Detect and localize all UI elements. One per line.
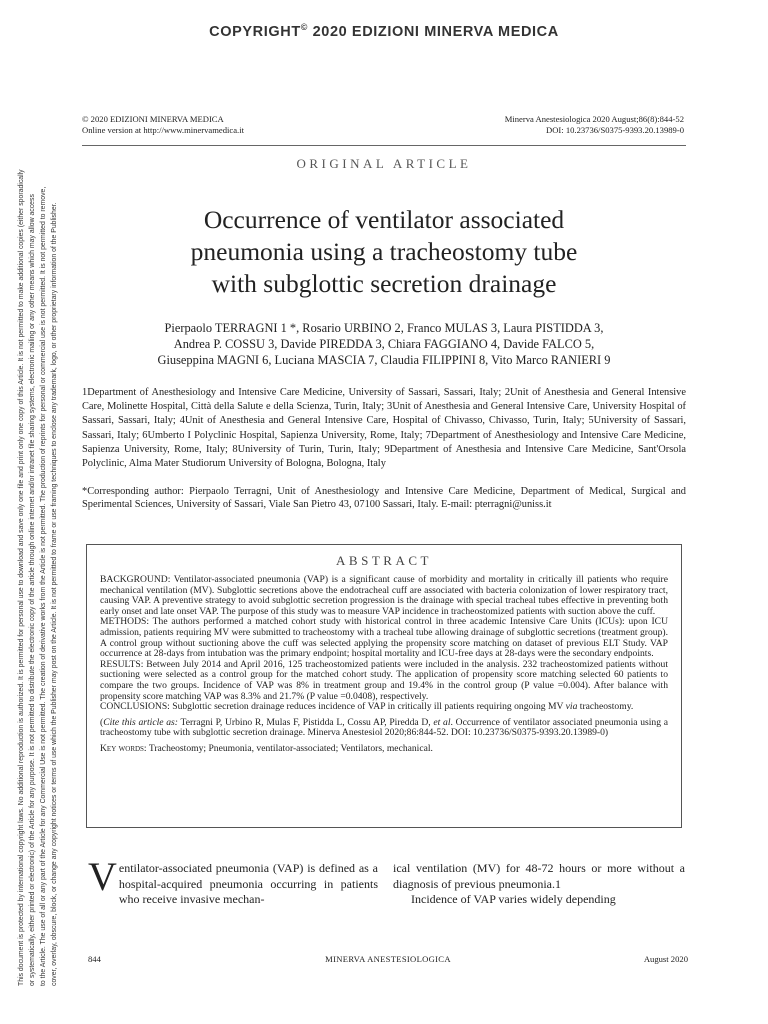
copyright-symbol: © bbox=[300, 22, 309, 32]
drop-cap: V bbox=[88, 854, 117, 899]
abstract-background: BACKGROUND: Ventilator-associated pneumonia (VAP) is a significant cause of morbidity and mortality in critically ill patients who require mechanical ventilation (MV). Subglottic secretions above the endotracheal cuff are associated with bacteria colonization of lower respiratory tract, causing VAP. A preventive strategy to avoid subglottic secretion progression is the drainage with special tracheal tubes effective in preventing both early onset and late onset VAP. The purpose of this study was to measure VAP incidence in tracheostomized patients with suction above the cuff. bbox=[100, 574, 668, 617]
authors-line: Giuseppina MAGNI 6, Luciana MASCIA 7, Claudia FILIPPINI 8, Vito Marco RANIERI 9 bbox=[157, 353, 611, 367]
abstract-body bbox=[100, 575, 668, 755]
side-notice-line: This document is protected by international copyright laws. No additional reproduction is authorized. It is permitted for personal use to download and save only one file and print only one copy of this Article. It is not permitted to make additional copies (either sporadically bbox=[18, 169, 25, 986]
issue-date: August 2020 bbox=[643, 954, 688, 964]
authors-line: Pierpaolo TERRAGNI 1 *, Rosario URBINO 2, Franco MULAS 3, Laura PISTIDDA 3, bbox=[164, 321, 604, 335]
header-citation bbox=[505, 114, 684, 136]
cite-as: (Cite this article as: Terragni P, Urbino R, Mulas F, Pistidda L, Cossu AP, Piredda D, et al. Occurrence of ventilator associated pneumonia using a tracheostomy tube with subglottic secretion drainage. Minerva Anestesiol 2020;86:844-52. DOI: 10.23736/S0375-9393.20.13989-0) bbox=[100, 716, 669, 739]
abstract-conclusions bbox=[100, 702, 668, 713]
keywords-label: Key words: bbox=[100, 742, 147, 754]
side-notice-line: cover, overlay, obscure, block, or change any copyright notices or terms of use which the Publisher may post on the Article. It is not permitted to frame or use framing techniques to enclose any trademark, logo, or other proprietary information of the Publisher. bbox=[51, 202, 58, 986]
cite-label: Cite this article as: bbox=[103, 716, 178, 728]
body-column-left bbox=[88, 854, 378, 908]
abstract-results: RESULTS: Between July 2014 and April 2016, 125 tracheostomized patients were included in the analysis. 232 tracheostomized patients without suctioning were selected as a control group for the matched cohort study. The application of propensity score matching selected 60 patients to compare the two groups. Incidence of VAP was 8% in treatment group and 19.4% in the control group (P value =0.004). After balance with propensity score matching VAP was 8.3% and 21.7% (P value =0.0408), respectively. bbox=[100, 658, 668, 702]
cite-authors: Terragni P, Urbino R, Mulas F, Pistidda L, Cossu AP, Piredda D, bbox=[177, 716, 434, 728]
abstract-heading: ABSTRACT bbox=[336, 553, 432, 568]
cite-rest: . Occurrence of ventilator associated pneumonia using a tracheostomy tube with subglottic secretion drainage. Minerva Anestesiol 2020;86:844-52. DOI: 10.23736/S0375-9393.20.13989-0) bbox=[100, 716, 669, 739]
header-divider bbox=[82, 145, 686, 146]
title-line: with subglottic secretion drainage bbox=[211, 269, 557, 298]
abstract-methods: METHODS: The authors performed a matched cohort study with historical control in three academic Intensive Care Units (ICUs): upon ICU admission, patients requiring MV were submitted to tracheostomy with a tracheal tube allowing drainage of subglottic secretions (treatment group). A control group without suctioning above the cuff was selected applying the propensity score matching on dataset of previous ELT Study. VAP occurrence at 28-days from intubation was the primary endpoint; hospital mortality and ICU-free days at 28-days were the secondary endpoints. bbox=[100, 616, 668, 660]
vap-incidence-text: Incidence of VAP varies widely depending bbox=[411, 892, 616, 906]
article-title bbox=[82, 204, 686, 300]
authors-line: Andrea P. COSSU 3, Davide PIREDDA 3, Chiara FAGGIANO 4, Davide FALCO 5, bbox=[173, 337, 595, 351]
online-version-link[interactable]: Online version at http://www.minervamedica.it bbox=[82, 125, 244, 135]
keywords bbox=[100, 744, 668, 755]
title-line: pneumonia using a tracheostomy tube bbox=[190, 237, 578, 266]
abstract-box bbox=[86, 544, 682, 828]
keywords-list: Tracheostomy; Pneumonia, ventilator-associated; Ventilators, mechanical. bbox=[146, 742, 433, 754]
corresponding-author: *Corresponding author: Pierpaolo Terragni, Unit of Anesthesiology and Intensive Care Medicine, Department of Medical, Surgical and Sperimental Sciences, University of Sassari, Viale San Pietro 43, 07100 Sassari, Italy. E-mail: pterragni@uniss.it bbox=[82, 486, 686, 510]
intro-text: entilator-associated pneumonia (VAP) is defined as a hospital-acquired pneumonia occurring in patients who receive invasive mechan- bbox=[118, 861, 378, 906]
publisher-copyright: © 2020 EDIZIONI MINERVA MEDICA bbox=[82, 114, 224, 124]
page-number: 844 bbox=[88, 954, 101, 964]
journal-citation: Minerva Anestesiologica 2020 August;86(8):844-52 bbox=[504, 114, 684, 124]
header-publisher bbox=[82, 114, 244, 136]
cite-etal: et al bbox=[433, 716, 451, 728]
intro-continued: ical ventilation (MV) for 48-72 hours or more without a diagnosis of previous pneumonia.1 bbox=[393, 861, 685, 891]
banner-prefix: COPYRIGHT bbox=[209, 23, 301, 40]
banner-suffix: 2020 EDIZIONI MINERVA MEDICA bbox=[308, 23, 559, 40]
copyright-banner bbox=[0, 22, 768, 40]
copyright-side-notice bbox=[16, 36, 60, 986]
conclusions-text: CONCLUSIONS: Subglottic secretion drainage reduces incidence of VAP in critically ill patients requiring ongoing MV bbox=[100, 701, 566, 713]
affiliations: 1Department of Anesthesiology and Intensive Care Medicine, University of Sassari, Sassari, Italy; 2Unit of Anesthesia and General Intensive Care, Molinette Hospital, Città della Salute e della Scienza, Turin, Italy; 3Unit of Anesthesia and General Intensive Care, University Hospital of Sassari, Sassari, Italy; 4Unit of Anesthesia and General Intensive Care, Hospital of Chivasso, Chivasso, Turin, Italy; 5University of Sassari, Sassari, Italy; 6Umberto I Polyclinic Hospital, Sapienza University, Rome, Italy; 7Department of Anesthesiology and Intensive Care Medicine, Sapienza University, Rome, Italy; 8University of Turin, Turin, Italy; 9Department of Anesthesia and Intensive Care Medicine, Sant'Orsola Polyclinic, Alma Mater Studiorum University of Bologna, Bologna, Italy bbox=[82, 387, 686, 470]
conclusions-end: tracheostomy. bbox=[577, 701, 634, 713]
side-notice-line: or systematically, either printed or electronic) of the Article for any purpose. It is not permitted to distribute the electronic copy of the article through online internet and/or intranet file sharing systems, electronic mailing or any other means which may allow access bbox=[29, 194, 36, 986]
author-list bbox=[82, 320, 686, 368]
doi-text: DOI: 10.23736/S0375-9393.20.13989-0 bbox=[546, 125, 684, 135]
section-label: ORIGINAL ARTICLE bbox=[296, 156, 472, 171]
conclusions-via: via bbox=[565, 701, 578, 713]
title-line: Occurrence of ventilator associated bbox=[203, 205, 565, 234]
body-column-right bbox=[393, 861, 685, 908]
side-notice-line: to the Article. The use of all or any part of the Article for any Commercial Use is not permitted. The creation of derivative works from the Article is not permitted. The production of reprints for personal or commercial use is not permitted. It is not permitted to remove, bbox=[40, 186, 47, 986]
journal-name: MINERVA ANESTESIOLOGICA bbox=[325, 954, 451, 964]
